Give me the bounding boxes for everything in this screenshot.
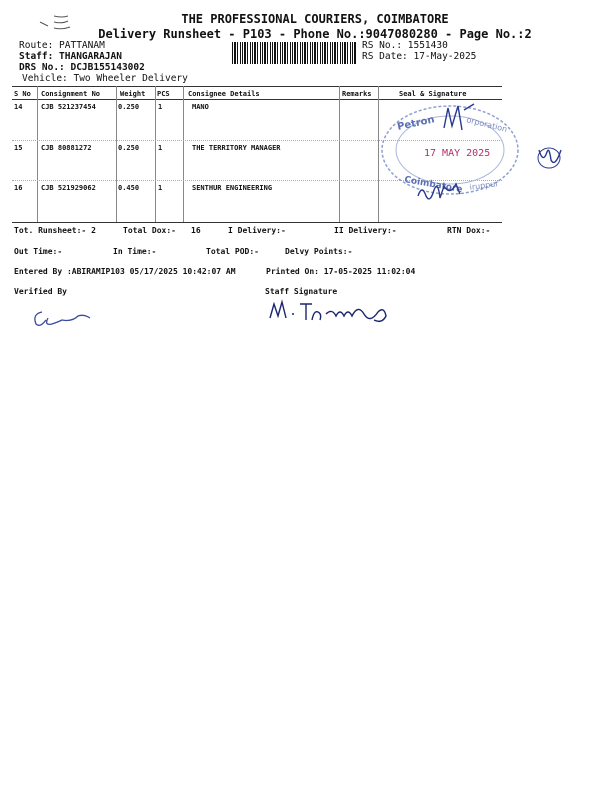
svg-text:iruppur: iruppur <box>469 179 500 192</box>
total-dox-count: 16 <box>191 226 201 235</box>
barcode <box>232 42 356 64</box>
staff-signature <box>266 294 396 334</box>
rtn-dox: RTN Dox:- <box>447 226 491 235</box>
ii-delivery: II Delivery:- <box>334 226 397 235</box>
rs-number: RS No.: 1551430 <box>362 40 448 51</box>
row-sno: 16 <box>14 184 23 192</box>
col-divider <box>339 86 340 222</box>
row-weight: 0.250 <box>118 103 140 111</box>
col-header-consignment: Consignment No <box>41 90 101 98</box>
staff-signature-icon <box>266 294 396 330</box>
row-consignee: MANO <box>192 103 209 111</box>
in-time: In Time:- <box>113 247 157 256</box>
stamp-icon <box>378 100 538 208</box>
row-sno: 15 <box>14 144 23 152</box>
verified-signature <box>28 302 98 336</box>
row-consignee: THE TERRITORY MANAGER <box>192 144 281 152</box>
col-divider <box>116 86 117 222</box>
page-subtitle: Delivery Runsheet - P103 - Phone No.:9047080280 - Page No.:2 <box>98 27 532 41</box>
verified-signature-icon <box>28 302 98 332</box>
route-label: Route: PATTANAM <box>19 40 105 51</box>
col-header-sno: S No <box>14 90 31 98</box>
svg-text:orporation: orporation <box>465 115 509 135</box>
col-divider <box>183 86 184 222</box>
entered-by: Entered By :ABIRAMIP103 05/17/2025 10:42:07 AM <box>14 267 236 276</box>
out-time: Out Time:- <box>14 247 63 256</box>
i-delivery: I Delivery:- <box>228 226 286 235</box>
delvy-points: Delvy Points:- <box>285 247 353 256</box>
page-title: THE PROFESSIONAL COURIERS, COIMBATORE <box>181 12 449 26</box>
side-initials <box>535 142 565 176</box>
total-dox-label: Total Dox:- <box>123 226 176 235</box>
staff-label: Staff: THANGARAJAN <box>19 51 122 62</box>
company-stamp <box>378 100 538 208</box>
row-pcs: 1 <box>158 144 163 152</box>
col-header-weight: Weight <box>120 90 146 98</box>
printed-on: Printed On: 17-05-2025 11:02:04 <box>266 267 416 276</box>
initials-signature-icon <box>535 142 565 172</box>
col-header-remarks: Remarks <box>342 90 372 98</box>
row-consignment: CJB 521237454 <box>41 103 96 111</box>
row-pcs: 1 <box>158 184 163 192</box>
table-bottom-rule <box>12 222 502 223</box>
table-top-rule <box>12 86 502 87</box>
vehicle-label: Vehicle: Two Wheeler Delivery <box>22 73 188 84</box>
col-header-pcs: PCS <box>157 90 170 98</box>
stamp-date: 17 MAY 2025 <box>424 148 491 159</box>
row-consignment: CJB 80881272 <box>41 144 92 152</box>
row-weight: 0.250 <box>118 144 140 152</box>
col-header-seal: Seal & Signature <box>399 90 467 98</box>
row-weight: 0.450 <box>118 184 140 192</box>
col-divider <box>155 86 156 222</box>
row-sno: 14 <box>14 103 23 111</box>
row-consignee: SENTHUR ENGINEERING <box>192 184 273 192</box>
row-consignment: CJB 521929062 <box>41 184 96 192</box>
verified-by-label: Verified By <box>14 287 67 296</box>
col-divider <box>37 86 38 222</box>
drs-label: DRS No.: DCJB155143002 <box>19 62 145 73</box>
row-pcs: 1 <box>158 103 163 111</box>
staff-signature-label: Staff Signature <box>265 287 338 296</box>
tot-runsheet: Tot. Runsheet:- 2 <box>14 226 96 235</box>
col-header-consignee: Consignee Details <box>188 90 260 98</box>
total-pod: Total POD:- <box>206 247 259 256</box>
rs-date: RS Date: 17-May-2025 <box>362 51 477 62</box>
stamp-text-bottom: Coimbatore <box>403 175 464 196</box>
stamp-text-top: Petron <box>396 114 436 133</box>
